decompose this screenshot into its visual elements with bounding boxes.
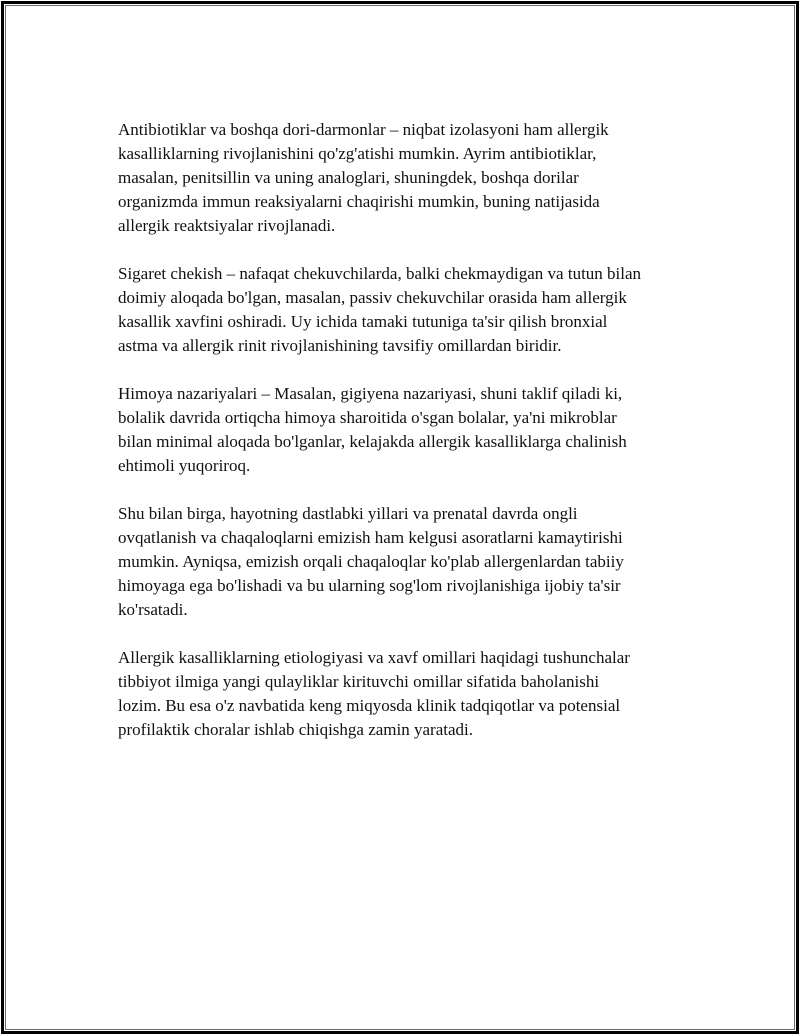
text-line: bilan minimal aloqada bo'lganlar, kelajakda allergik kasalliklarga chalinish	[118, 432, 627, 451]
paragraph	[118, 502, 718, 622]
text-line: profilaktik choralar ishlab chiqishga zamin yaratadi.	[118, 720, 473, 739]
text-line: astma va allergik rinit rivojlanishining tavsifiy omillardan biridir.	[118, 336, 562, 355]
text-line: ko'rsatadi.	[118, 600, 188, 619]
text-line: Sigaret chekish – nafaqat chekuvchilarda, balki chekmaydigan va tutun bilan	[118, 264, 642, 283]
text-line: Allergik kasalliklarning etiologiyasi va xavf omillari haqidagi tushunchalar	[118, 648, 630, 667]
paragraph	[118, 262, 718, 358]
text-line: lozim. Bu esa o'z navbatida keng miqyosda klinik tadqiqotlar va potensial	[118, 696, 621, 715]
text-line: doimiy aloqada bo'lgan, masalan, passiv chekuvchilar orasida ham allergik	[118, 288, 627, 307]
text-line: allergik reaktsiyalar rivojlanadi.	[118, 216, 336, 235]
text-line: mumkin. Ayniqsa, emizish orqali chaqaloqlar ko'plab allergenlardan tabiiy	[118, 552, 624, 571]
text-line: ovqatlanish va chaqaloqlarni emizish ham kelgusi asoratlarni kamaytirishi	[118, 528, 623, 547]
text-line: Shu bilan birga, hayotning dastlabki yillari va prenatal davrda ongli	[118, 504, 578, 523]
text-line: organizmda immun reaksiyalarni chaqirishi mumkin, buning natijasida	[118, 192, 600, 211]
text-line: Himoya nazariyalari – Masalan, gigiyena nazariyasi, shuni taklif qiladi ki,	[118, 384, 623, 403]
text-line: tibbiyot ilmiga yangi qulayliklar kirituvchi omillar sifatida baholanishi	[118, 672, 600, 691]
text-line: ehtimoli yuqoriroq.	[118, 456, 251, 475]
text-line: kasallik xavfini oshiradi. Uy ichida tamaki tutuniga ta'sir qilish bronxial	[118, 312, 608, 331]
document-body	[118, 118, 718, 766]
paragraph	[118, 646, 718, 742]
paragraph	[118, 118, 718, 238]
paragraph	[118, 382, 718, 478]
text-line: kasalliklarning rivojlanishini qo'zg'atishi mumkin. Ayrim antibiotiklar,	[118, 144, 597, 163]
text-line: Antibiotiklar va boshqa dori-darmonlar – niqbat izolasyoni ham allergik	[118, 120, 609, 139]
text-line: masalan, penitsillin va uning analoglari, shuningdek, boshqa dorilar	[118, 168, 579, 187]
text-line: himoyaga ega bo'lishadi va bu ularning sog'lom rivojlanishiga ijobiy ta'sir	[118, 576, 621, 595]
text-line: bolalik davrida ortiqcha himoya sharoitida o'sgan bolalar, ya'ni mikroblar	[118, 408, 617, 427]
